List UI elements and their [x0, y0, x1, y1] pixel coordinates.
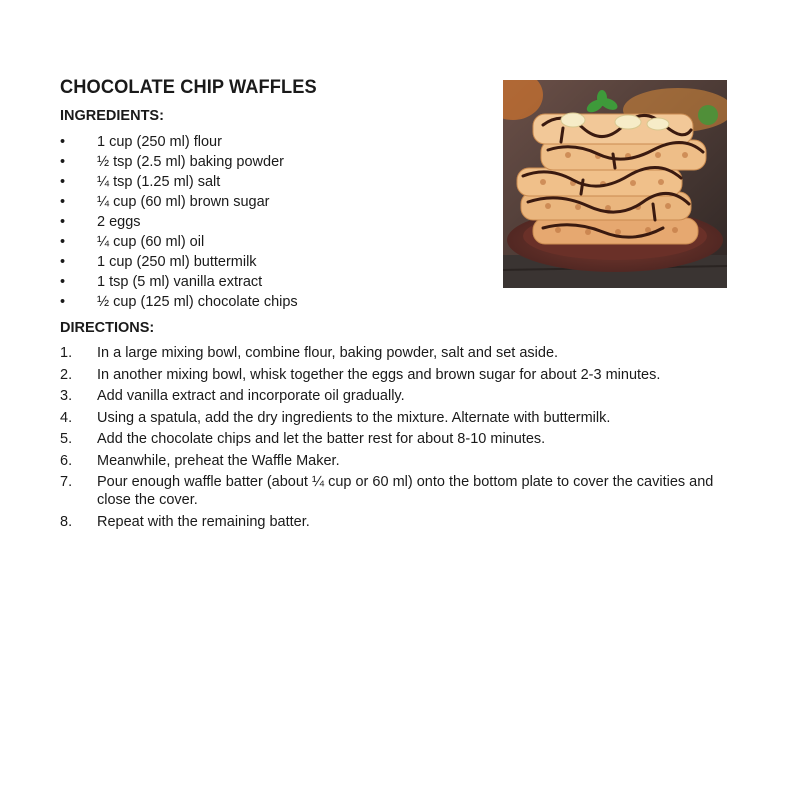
bullet-marker: • [60, 174, 66, 190]
bullet-marker: • [60, 154, 66, 170]
recipe-title: CHOCOLATE CHIP WAFFLES [60, 77, 317, 98]
waffle-photo [503, 80, 727, 288]
step-number: 7. [60, 474, 73, 490]
ingredient-text: ¼ cup (60 ml) brown sugar [97, 194, 270, 210]
direction-step [60, 387, 737, 405]
direction-step [60, 344, 737, 362]
bullet-marker: • [60, 134, 66, 150]
ingredients-heading: INGREDIENTS: [60, 108, 164, 124]
bullet-marker: • [60, 194, 66, 210]
direction-step [60, 409, 737, 427]
bullet-marker: • [60, 214, 66, 230]
direction-step [60, 513, 737, 531]
ingredient-text: 1 tsp (5 ml) vanilla extract [97, 274, 263, 290]
step-number: 2. [60, 366, 73, 383]
ingredient-text: ½ cup (125 ml) chocolate chips [97, 294, 298, 310]
step-text: Using a spatula, add the dry ingredients to the mixture. Alternate with buttermilk. [97, 409, 611, 426]
bullet-marker: • [60, 274, 66, 290]
ingredient-text: ½ tsp (2.5 ml) baking powder [97, 154, 284, 170]
step-text: Meanwhile, preheat the Waffle Maker. [97, 452, 340, 469]
direction-step [60, 452, 737, 470]
directions-heading: DIRECTIONS: [60, 320, 155, 336]
step-text: In another mixing bowl, whisk together the eggs and brown sugar for about 2-3 minutes. [97, 366, 661, 383]
ingredient-text: 1 cup (250 ml) buttermilk [97, 254, 257, 270]
step-number: 8. [60, 513, 73, 530]
step-text: Pour enough waffle batter (about ¼ cup or 60 ml) onto the bottom plate to cover the cavities and close the cover. [97, 474, 714, 508]
step-text: Repeat with the remaining batter. [97, 513, 310, 530]
ingredient-text: ¼ cup (60 ml) oil [97, 234, 205, 250]
ingredient-text: 1 cup (250 ml) flour [97, 134, 222, 150]
bullet-marker: • [60, 254, 66, 270]
ingredient-text: 2 eggs [97, 214, 141, 230]
step-number: 3. [60, 388, 73, 404]
bullet-marker: • [60, 294, 66, 310]
ingredient-text: ¼ tsp (1.25 ml) salt [97, 174, 221, 190]
ingredient-item [60, 292, 740, 312]
direction-step [60, 366, 737, 384]
directions-list [60, 344, 740, 531]
direction-step [60, 473, 737, 509]
step-text: Add vanilla extract and incorporate oil gradually. [97, 388, 405, 404]
direction-step [60, 430, 737, 448]
step-number: 5. [60, 431, 73, 447]
step-text: Add the chocolate chips and let the batter rest for about 8-10 minutes. [97, 431, 546, 447]
step-text: In a large mixing bowl, combine flour, baking powder, salt and set aside. [97, 345, 559, 361]
step-number: 1. [60, 345, 73, 361]
bullet-marker: • [60, 234, 66, 250]
step-number: 4. [60, 409, 73, 426]
step-number: 6. [60, 452, 73, 469]
waffle-stack-image [503, 80, 727, 288]
